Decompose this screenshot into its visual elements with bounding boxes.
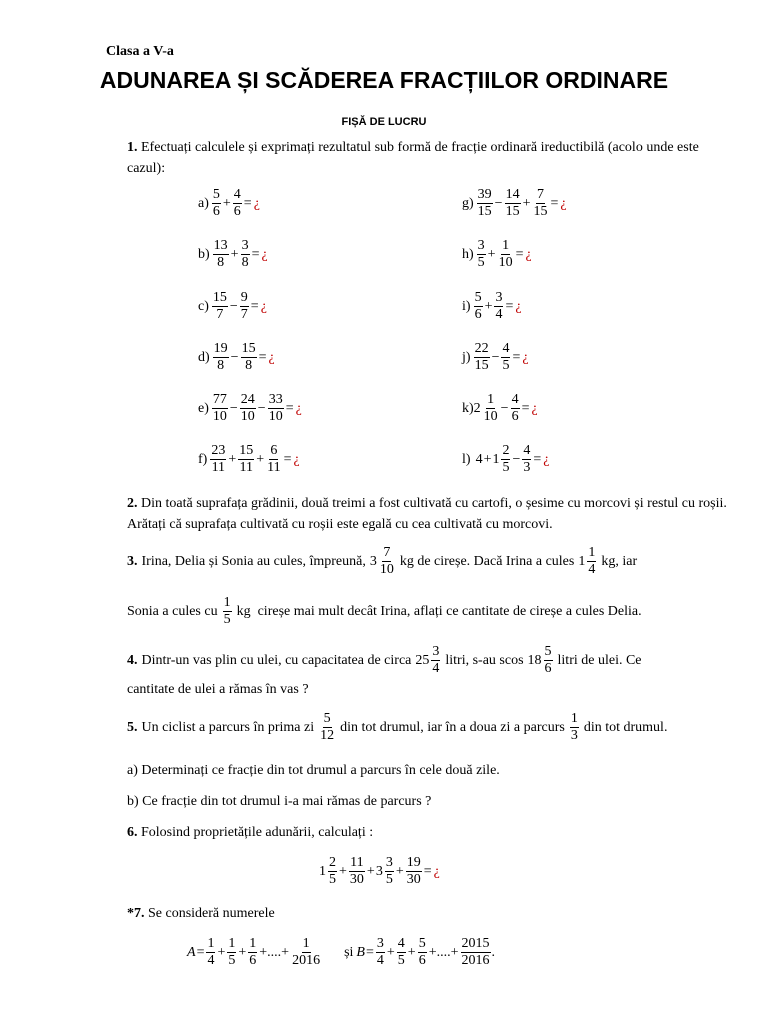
fraction: $\frac{23}{11}$ bbox=[211, 443, 226, 475]
fraction: $\frac{3}{4}$ bbox=[376, 936, 384, 968]
problem-4-text: litri, s-au scos bbox=[445, 652, 524, 668]
problem-4-text: Dintr-un vas plin cu ulei, cu capacitatea de circa bbox=[141, 652, 412, 668]
operator: + bbox=[230, 246, 239, 262]
operator: + bbox=[238, 944, 247, 960]
fraction: $\frac{4}{6}$ bbox=[233, 187, 241, 219]
answer-placeholder: ¿ bbox=[253, 195, 260, 211]
fraction: $\frac{4}{6}$ bbox=[511, 392, 519, 424]
exercise-label: h) bbox=[462, 246, 474, 262]
operator: + bbox=[386, 944, 395, 960]
answer-placeholder: ¿ bbox=[531, 400, 538, 416]
problem-6-text: Folosind proprietățile adunării, calculați : bbox=[141, 825, 374, 840]
operator: + bbox=[487, 246, 496, 262]
answer-placeholder: ¿ bbox=[268, 349, 275, 365]
fraction: $\frac{5}{12}$ bbox=[320, 711, 335, 743]
answer-placeholder: ¿ bbox=[515, 298, 522, 314]
exercise-i bbox=[462, 291, 522, 322]
problem-3-line-2 bbox=[127, 596, 642, 627]
whole-part: 3 bbox=[369, 553, 377, 569]
problem-1-text: Efectuați calculele și exprimați rezultatul sub formă de fracție ordinară ireductibilă (acolo unde este cazul): bbox=[127, 140, 699, 176]
problem-2-statement bbox=[127, 493, 727, 535]
page-title: ADUNAREA ȘI SCĂDEREA FRACȚIILOR ORDINARE bbox=[99, 67, 669, 93]
variable-b: B bbox=[356, 944, 365, 960]
variable-a: A bbox=[187, 944, 196, 960]
fraction: $\frac{39}{15}$ bbox=[477, 187, 492, 219]
answer-placeholder: ¿ bbox=[293, 451, 300, 467]
fraction: $\frac{15}{8}$ bbox=[241, 341, 256, 373]
exercise-h bbox=[462, 239, 532, 270]
problem-5-question-b: b) Ce fracție din tot drumul i-a mai rămas de parcurs ? bbox=[127, 794, 432, 809]
equals-sign: = bbox=[251, 246, 260, 262]
fraction: $\frac{14}{15}$ bbox=[505, 187, 520, 219]
operator: − bbox=[257, 400, 266, 416]
exercise-label: l) bbox=[462, 451, 471, 467]
fraction: $\frac{33}{10}$ bbox=[268, 392, 283, 424]
problem-5-number: 5. bbox=[127, 719, 138, 735]
operator: − bbox=[229, 400, 238, 416]
fraction: $\frac{9}{7}$ bbox=[240, 290, 248, 322]
exercise-label: i) bbox=[462, 298, 471, 314]
exercise-label: k) bbox=[462, 400, 474, 416]
exercise-g bbox=[462, 188, 567, 219]
equals-sign: = bbox=[258, 349, 267, 365]
problem-3-text: Sonia a cules cu bbox=[127, 603, 218, 619]
exercise-e bbox=[198, 393, 302, 424]
problem-3-text: kg cireșe mai mult decât Irina, aflați ce cantitate de cireșe a cules Delia. bbox=[236, 603, 642, 619]
fraction: $\frac{24}{10}$ bbox=[240, 392, 255, 424]
whole-part: 2 bbox=[473, 400, 481, 416]
equals-sign: = bbox=[423, 863, 432, 879]
fraction: $\frac{5}{6}$ bbox=[212, 187, 220, 219]
exercise-label: d) bbox=[198, 349, 210, 365]
operator: − bbox=[494, 195, 503, 211]
answer-placeholder: ¿ bbox=[433, 863, 440, 879]
problem-5-text: Un ciclist a parcurs în prima zi bbox=[141, 719, 315, 735]
problem-2-number: 2. bbox=[127, 496, 138, 511]
operator: + bbox=[484, 298, 493, 314]
fraction: $\frac{15}{7}$ bbox=[212, 290, 227, 322]
fraction: $\frac{19}{8}$ bbox=[213, 341, 228, 373]
equals-sign: = bbox=[283, 451, 292, 467]
equals-sign: = bbox=[515, 246, 524, 262]
whole-part: 1 bbox=[319, 863, 326, 879]
problem-4-line-2: cantitate de ulei a rămas în vas ? bbox=[127, 682, 309, 697]
problem-4-number: 4. bbox=[127, 652, 138, 668]
fraction: $\frac{2}{5}$ bbox=[502, 443, 510, 475]
problem-2-text: Din toată suprafața grădinii, două treimi a fost cultivată cu cartofi, o șesime cu morcovi și restul cu roșii. Arătați că suprafața cultivată cu roșii este egală cu cea cultivată cu morcovi. bbox=[127, 496, 727, 532]
fraction: $\frac{3}{8}$ bbox=[241, 238, 249, 270]
problem-6-statement bbox=[127, 825, 373, 841]
exercise-l bbox=[462, 444, 550, 475]
fraction: $\frac{5}{6}$ bbox=[474, 290, 482, 322]
answer-placeholder: ¿ bbox=[295, 400, 302, 416]
fraction: $\frac{13}{8}$ bbox=[213, 238, 228, 270]
integer-term: 4 bbox=[475, 451, 483, 467]
equals-sign: = bbox=[196, 944, 205, 960]
problem-6-number: 6. bbox=[127, 825, 138, 840]
equals-sign: = bbox=[505, 298, 514, 314]
operator: + bbox=[217, 944, 226, 960]
problem-1-number: 1. bbox=[127, 140, 138, 155]
mixed-fraction: $\frac{5}{6}$ bbox=[544, 644, 552, 676]
fraction: $\frac{1}{4}$ bbox=[207, 936, 215, 968]
answer-placeholder: ¿ bbox=[525, 246, 532, 262]
fraction: $\frac{15}{11}$ bbox=[239, 443, 254, 475]
fraction: $\frac{1}{2016}$ bbox=[292, 936, 321, 968]
problem-7-text: Se consideră numerele bbox=[148, 906, 275, 921]
equals-sign: = bbox=[250, 298, 259, 314]
equals-sign: = bbox=[365, 944, 374, 960]
problem-3-text: kg, iar bbox=[601, 553, 638, 569]
problem-5-question-a: a) Determinați ce fracție din tot drumul a parcurs în cele două zile. bbox=[127, 763, 500, 778]
fraction: $\frac{6}{11}$ bbox=[267, 443, 281, 475]
problem-1-statement bbox=[127, 137, 727, 179]
problem-3-text: kg de cireșe. Dacă Irina a cules bbox=[399, 553, 575, 569]
fraction: $\frac{1}{3}$ bbox=[570, 711, 578, 743]
fraction: $\frac{5}{6}$ bbox=[418, 936, 426, 968]
worksheet-subtitle: FIȘĂ DE LUCRU bbox=[341, 116, 427, 128]
exercise-a bbox=[198, 188, 260, 219]
operator: + bbox=[483, 451, 492, 467]
problem-5-line-1 bbox=[127, 712, 667, 743]
equals-sign: = bbox=[521, 400, 530, 416]
whole-part: 3 bbox=[375, 863, 383, 879]
operator: − bbox=[229, 298, 238, 314]
problem-3-number: 3. bbox=[127, 553, 138, 569]
whole-part: 1 bbox=[492, 451, 500, 467]
equals-sign: = bbox=[550, 195, 559, 211]
ellipsis-sum: +....+ bbox=[428, 944, 459, 960]
problem-3-line-1 bbox=[127, 546, 637, 577]
mixed-fraction: $\frac{1}{4}$ bbox=[588, 545, 596, 577]
operator: + bbox=[228, 451, 237, 467]
whole-part: 1 bbox=[578, 553, 586, 569]
exercise-c bbox=[198, 291, 267, 322]
exercise-b bbox=[198, 239, 268, 270]
operator: + bbox=[339, 863, 347, 879]
operator: − bbox=[491, 349, 500, 365]
exercise-f bbox=[198, 444, 300, 475]
mixed-fraction: $\frac{3}{4}$ bbox=[432, 644, 440, 676]
operator: − bbox=[500, 400, 509, 416]
problem-5-text: din tot drumul, iar în a doua zi a parcurs bbox=[340, 719, 565, 735]
whole-part: 18 bbox=[527, 652, 542, 668]
period: . bbox=[491, 944, 495, 960]
exercise-d bbox=[198, 342, 275, 373]
fraction: $\frac{1}{10}$ bbox=[483, 392, 498, 424]
operator: + bbox=[222, 195, 231, 211]
fraction: $\frac{4}{5}$ bbox=[502, 341, 510, 373]
fraction: $\frac{3}{5}$ bbox=[385, 855, 393, 887]
exercise-label: f) bbox=[198, 451, 208, 467]
fraction: $\frac{1}{5}$ bbox=[223, 595, 231, 627]
problem-7-statement bbox=[127, 906, 275, 922]
fraction: $\frac{2015}{2016}$ bbox=[461, 936, 490, 968]
fraction: $\frac{4}{5}$ bbox=[397, 936, 405, 968]
class-label: Clasa a V-a bbox=[106, 44, 174, 59]
exercise-label: g) bbox=[462, 195, 474, 211]
exercise-label: c) bbox=[198, 298, 209, 314]
problem-7-expression bbox=[187, 937, 495, 968]
exercise-label: j) bbox=[462, 349, 471, 365]
conjunction: și bbox=[344, 944, 354, 960]
answer-placeholder: ¿ bbox=[522, 349, 529, 365]
operator: + bbox=[395, 863, 404, 879]
fraction: $\frac{3}{4}$ bbox=[495, 290, 503, 322]
problem-4-line-1 bbox=[127, 645, 642, 676]
answer-placeholder: ¿ bbox=[260, 298, 267, 314]
fraction: $\frac{22}{15}$ bbox=[474, 341, 489, 373]
fraction: $\frac{4}{3}$ bbox=[523, 443, 531, 475]
fraction: $\frac{19}{30}$ bbox=[406, 855, 421, 887]
exercise-k bbox=[462, 393, 538, 424]
operator: − bbox=[230, 349, 239, 365]
exercise-label: e) bbox=[198, 400, 209, 416]
fraction: $\frac{3}{5}$ bbox=[477, 238, 485, 270]
fraction: $\frac{1}{6}$ bbox=[249, 936, 257, 968]
problem-7-number: *7. bbox=[127, 906, 145, 921]
problem-4-text: litri de ulei. Ce bbox=[557, 652, 642, 668]
operator: + bbox=[407, 944, 416, 960]
problem-3-text: Irina, Delia și Sonia au cules, împreună, bbox=[141, 553, 366, 569]
answer-placeholder: ¿ bbox=[261, 246, 268, 262]
fraction: $\frac{2}{5}$ bbox=[329, 855, 336, 887]
ellipsis-sum: +....+ bbox=[259, 944, 290, 960]
operator: + bbox=[366, 863, 375, 879]
operator: − bbox=[512, 451, 521, 467]
mixed-fraction: $\frac{7}{10}$ bbox=[379, 545, 394, 577]
answer-placeholder: ¿ bbox=[560, 195, 567, 211]
fraction: $\frac{1}{5}$ bbox=[228, 936, 236, 968]
equals-sign: = bbox=[512, 349, 521, 365]
exercise-j bbox=[462, 342, 529, 373]
exercise-label: a) bbox=[198, 195, 209, 211]
problem-6-expression bbox=[319, 856, 440, 887]
operator: + bbox=[256, 451, 265, 467]
whole-part: 25 bbox=[415, 652, 430, 668]
answer-placeholder: ¿ bbox=[543, 451, 550, 467]
equals-sign: = bbox=[243, 195, 252, 211]
equals-sign: = bbox=[285, 400, 294, 416]
operator: + bbox=[522, 195, 531, 211]
equals-sign: = bbox=[533, 451, 542, 467]
fraction: $\frac{11}{30}$ bbox=[349, 855, 364, 887]
fraction: $\frac{77}{10}$ bbox=[212, 392, 227, 424]
problem-5-text: din tot drumul. bbox=[583, 719, 668, 735]
exercise-label: b) bbox=[198, 246, 210, 262]
fraction: $\frac{1}{10}$ bbox=[498, 238, 513, 270]
fraction: $\frac{7}{15}$ bbox=[533, 187, 548, 219]
